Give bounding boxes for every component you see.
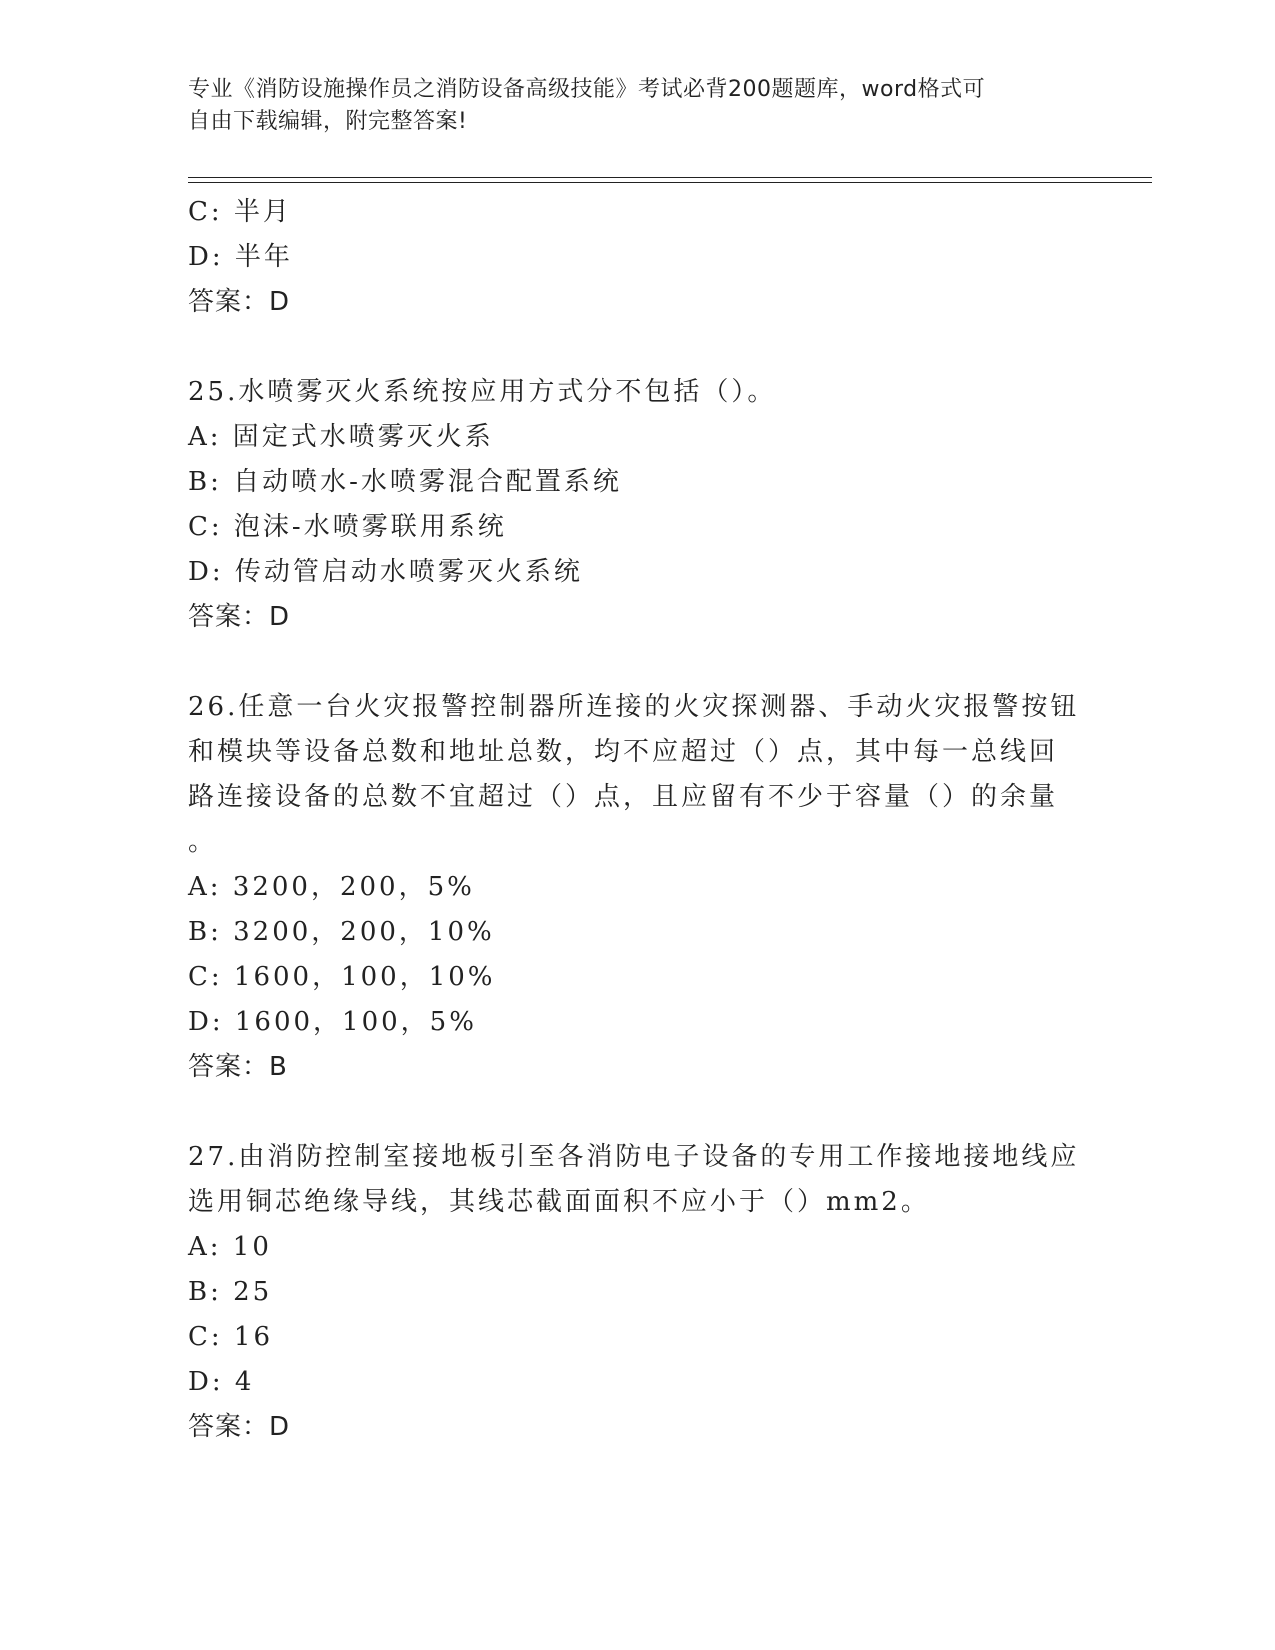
page-header xyxy=(188,74,1088,138)
header-rule-bottom xyxy=(188,182,1152,183)
option-c: C: 1600，100，10% xyxy=(188,962,496,992)
spacer xyxy=(188,1090,1088,1135)
answer-line: 答案：D xyxy=(188,602,291,632)
question-25 xyxy=(188,370,1088,640)
option-c: C: 泡沫-水喷雾联用系统 xyxy=(188,512,507,542)
question-stem-line-2: 选用铜芯绝缘导线，其线芯截面面积不应小于（）mm2。 xyxy=(188,1187,930,1217)
answer-line: 答案：D xyxy=(188,287,291,317)
header-line-2: 自由下载编辑，附完整答案! xyxy=(188,109,468,134)
question-27 xyxy=(188,1135,1088,1450)
option-d: D: 4 xyxy=(188,1367,255,1397)
question-content xyxy=(188,190,1088,1450)
option-a: A: 10 xyxy=(188,1232,272,1262)
answer-line: 答案：D xyxy=(188,1412,291,1442)
question-stem-line-1: 26.任意一台火灾报警控制器所连接的火灾探测器、手动火灾报警按钮 xyxy=(188,692,1080,722)
option-a: A: 3200，200，5% xyxy=(188,872,475,902)
option-b: B: 自动喷水-水喷雾混合配置系统 xyxy=(188,467,622,497)
option-d: D: 1600，100，5% xyxy=(188,1007,477,1037)
header-rule-top xyxy=(188,177,1152,178)
option-b: B: 25 xyxy=(188,1277,273,1307)
question-26 xyxy=(188,685,1088,1090)
question-stem-line-4: 。 xyxy=(188,827,218,857)
option-d: D: 传动管启动水喷雾灭火系统 xyxy=(188,557,583,587)
option-d: D: 半年 xyxy=(188,242,293,272)
option-a: A: 固定式水喷雾灭火系 xyxy=(188,422,494,452)
answer-line: 答案：B xyxy=(188,1052,288,1082)
question-stem: 25.水喷雾灭火系统按应用方式分不包括（）。 xyxy=(188,377,777,407)
question-stem-line-2: 和模块等设备总数和地址总数，均不应超过（）点，其中每一总线回 xyxy=(188,737,1059,767)
question-stem-line-1: 27.由消防控制室接地板引至各消防电子设备的专用工作接地接地线应 xyxy=(188,1142,1080,1172)
option-b: B: 3200，200，10% xyxy=(188,917,495,947)
option-c: C: 半月 xyxy=(188,197,292,227)
question-stem-line-3: 路连接设备的总数不宜超过（）点，且应留有不少于容量（）的余量 xyxy=(188,782,1059,812)
spacer xyxy=(188,640,1088,685)
spacer xyxy=(188,325,1088,370)
header-line-1: 专业《消防设施操作员之消防设备高级技能》考试必背200题题库，word格式可 xyxy=(188,77,986,102)
option-c: C: 16 xyxy=(188,1322,274,1352)
question-24-tail xyxy=(188,190,1088,325)
